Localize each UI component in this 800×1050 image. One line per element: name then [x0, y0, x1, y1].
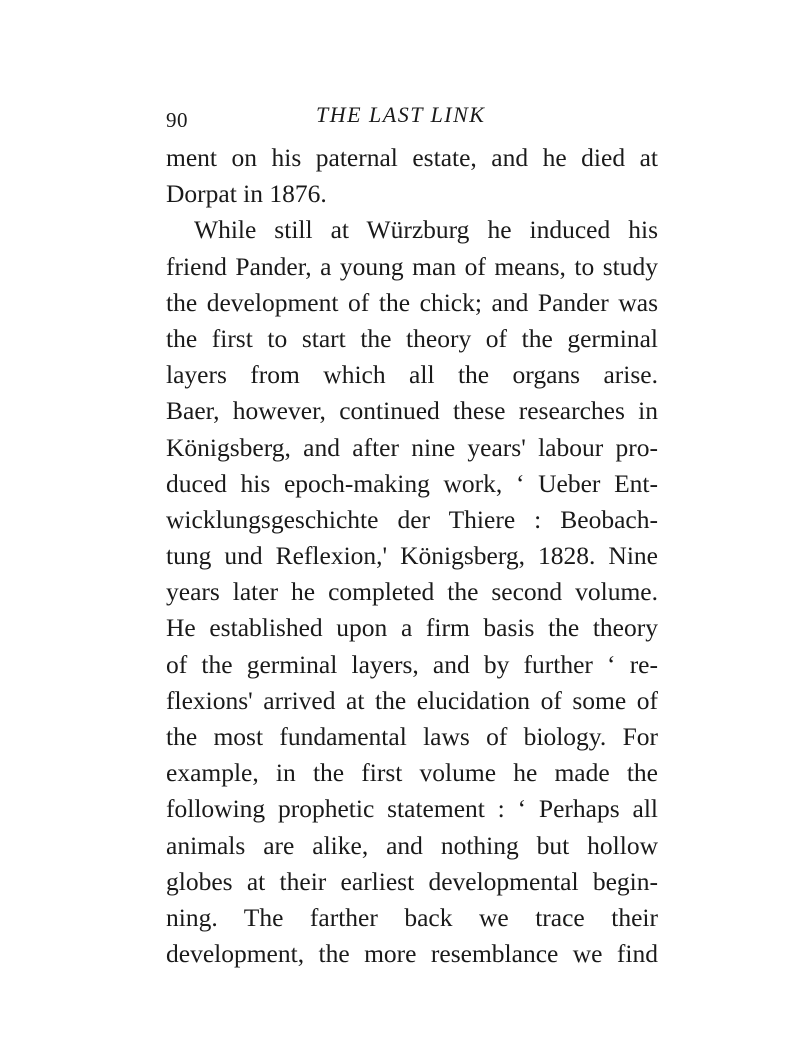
text-line: wicklungsgeschichte der Thiere : Beobach-	[166, 504, 658, 534]
running-head	[166, 100, 658, 134]
text-line: the development of the chick; and Pander was	[166, 287, 658, 317]
text-line: animals are alike, and nothing but hollow	[166, 830, 658, 860]
running-title: THE LAST LINK	[316, 102, 486, 127]
text-line: following prophetic statement : ‘ Perhaps all	[166, 794, 658, 824]
text-line: flexions' arrived at the elucidation of some of	[166, 685, 658, 715]
text-line: Königsberg, and after nine years' labour pro-	[166, 432, 658, 462]
text-line: years later he completed the second volume.	[166, 577, 658, 607]
text-line: friend Pander, a young man of means, to study	[166, 251, 658, 281]
text-line: Baer, however, continued these researches in	[166, 396, 658, 426]
text-line: of the germinal layers, and by further ‘ re-	[166, 649, 658, 679]
text-line: the first to start the theory of the germinal	[166, 323, 658, 353]
text-line: ment on his paternal estate, and he died at	[166, 143, 658, 172]
text-line: ning. The farther back we trace their	[166, 902, 658, 932]
page-number: 90	[166, 108, 188, 132]
text-line: development, the more resemblance we find	[166, 939, 658, 969]
text-line: While still at Würzburg he induced his	[194, 215, 658, 245]
text-line: tung und Reflexion,' Königsberg, 1828. Nine	[166, 541, 658, 571]
text-line: example, in the first volume he made the	[166, 758, 658, 788]
text-line: duced his epoch-making work, ‘ Ueber Ent-	[166, 468, 658, 498]
text-line: Dorpat in 1876.	[166, 179, 327, 209]
body-text	[166, 140, 658, 972]
text-line: layers from which all the organs arise.	[166, 360, 658, 390]
text-line: the most fundamental laws of biology. For	[166, 722, 658, 751]
text-line: He established upon a firm basis the theory	[166, 613, 658, 643]
text-line: globes at their earliest developmental begin-	[166, 866, 658, 896]
